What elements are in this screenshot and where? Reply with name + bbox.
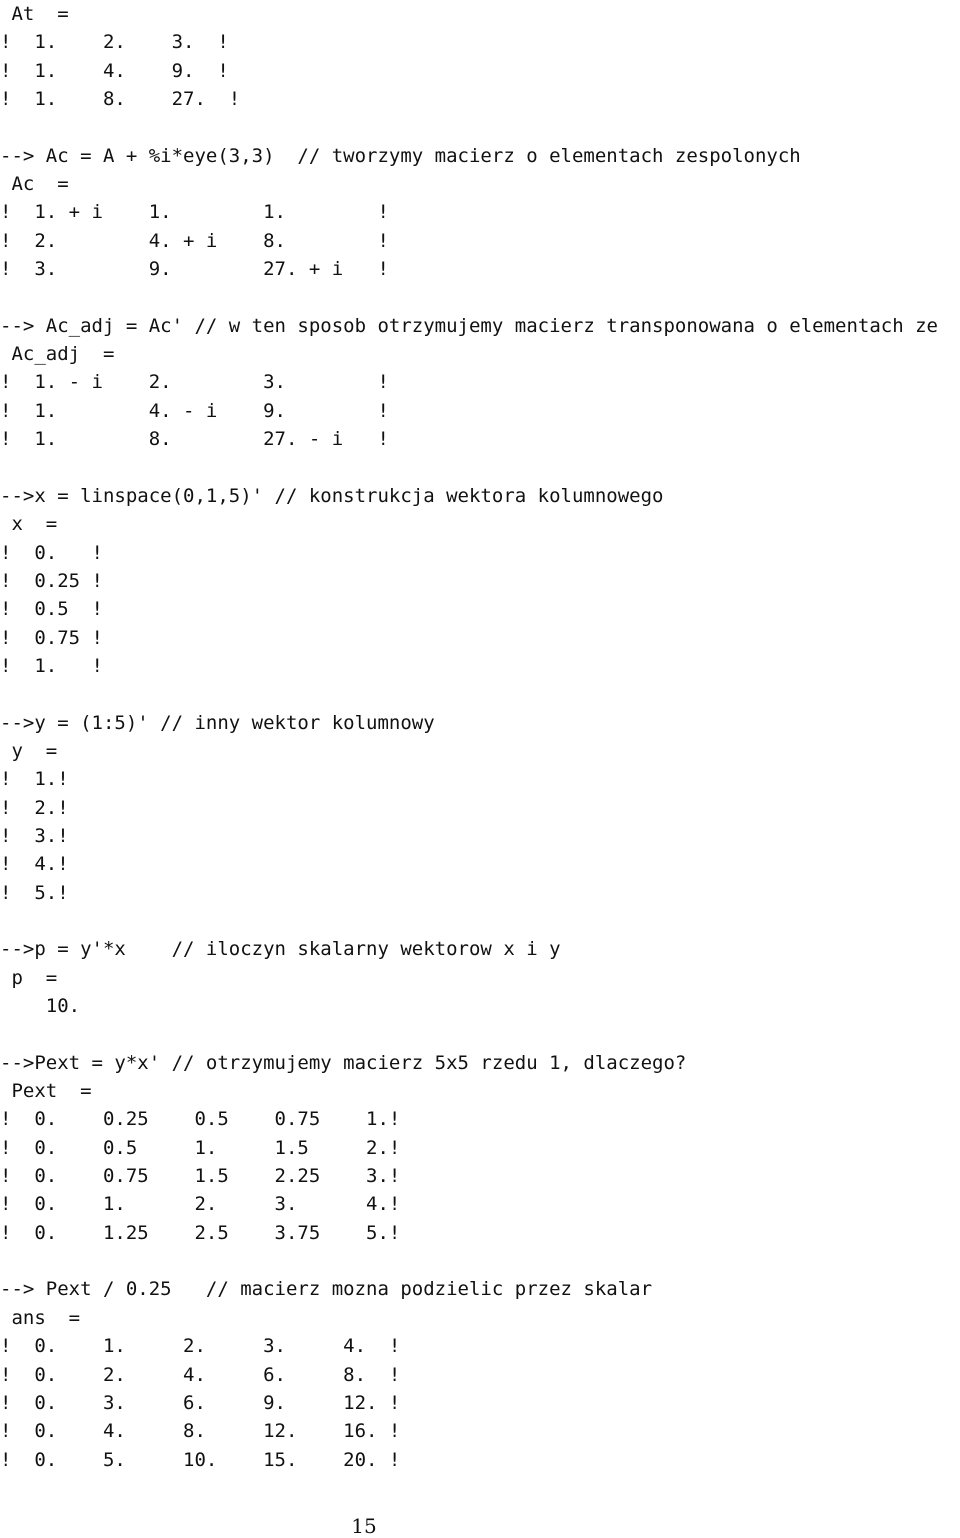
console-line: ! 1. 2. 3. ! <box>0 31 229 54</box>
console-line: ! 0. ! <box>0 541 103 564</box>
console-line: Pext = <box>0 1080 92 1103</box>
console-line: ! 1.! <box>0 768 69 791</box>
page-number <box>0 1514 960 1538</box>
console-line: --> Ac = A + %i*eye(3,3) // tworzymy macierz o elementach zespolonych <box>0 144 801 167</box>
console-line: ! 1. + i 1. 1. ! <box>0 201 389 224</box>
blank-line <box>0 113 960 141</box>
console-line: ! 0. 0.5 1. 1.5 2.! <box>0 1136 401 1159</box>
console-line: ! 0. 2. 4. 6. 8. ! <box>0 1363 401 1386</box>
console-line: --> Ac_adj = Ac' // w ten sposob otrzymujemy macierz transponowana o elementach ze <box>0 314 938 337</box>
blank-line <box>0 1247 960 1275</box>
console-line: ! 0. 5. 10. 15. 20. ! <box>0 1448 401 1471</box>
console-line: ! 5.! <box>0 881 69 904</box>
console-line: ! 0. 1. 2. 3. 4. ! <box>0 1335 401 1358</box>
console-line: ! 2.! <box>0 796 69 819</box>
console-line: ! 0. 0.25 0.5 0.75 1.! <box>0 1108 401 1131</box>
console-line: Ac_adj = <box>0 343 115 366</box>
console-line: ! 0. 3. 6. 9. 12. ! <box>0 1391 401 1414</box>
console-line: -->y = (1:5)' // inny wektor kolumnowy <box>0 711 435 734</box>
console-line: Ac = <box>0 173 69 196</box>
console-line: -->x = linspace(0,1,5)' // konstrukcja wektora kolumnowego <box>0 484 664 507</box>
console-line: ! 1. ! <box>0 654 103 677</box>
blank-line <box>0 907 960 935</box>
console-line: ! 0. 1.25 2.5 3.75 5.! <box>0 1221 401 1244</box>
console-line: ! 0. 0.75 1.5 2.25 3.! <box>0 1165 401 1188</box>
console-line: At = <box>0 3 69 25</box>
console-line: ! 0. 1. 2. 3. 4.! <box>0 1193 401 1216</box>
console-line: p = <box>0 966 58 989</box>
console-line: ! 0.5 ! <box>0 598 103 621</box>
console-line: ! 1. 4. - i 9. ! <box>0 399 389 422</box>
console-line: -->p = y'*x // iloczyn skalarny wektorow x i y <box>0 938 561 961</box>
console-line: ! 2. 4. + i 8. ! <box>0 229 389 252</box>
console-line: ! 1. 8. 27. ! <box>0 88 241 111</box>
console-line: ! 4.! <box>0 853 69 876</box>
console-line: ! 1. 4. 9. ! <box>0 59 229 82</box>
console-line: --> Pext / 0.25 // macierz mozna podzielic przez skalar <box>0 1278 653 1301</box>
blank-line <box>0 283 960 311</box>
console-line: x = <box>0 513 58 536</box>
console-line: ans = <box>0 1306 81 1329</box>
console-line: -->Pext = y*x' // otrzymujemy macierz 5x5 rzedu 1, dlaczego? <box>0 1051 687 1074</box>
console-line: ! 1. 8. 27. - i ! <box>0 428 389 451</box>
console-line: 10. <box>0 995 81 1018</box>
console-line: ! 1. - i 2. 3. ! <box>0 371 389 394</box>
console-line: ! 0.25 ! <box>0 569 103 592</box>
console-line: ! 0. 4. 8. 12. 16. ! <box>0 1420 401 1443</box>
console-line: ! 3.! <box>0 824 69 847</box>
blank-line <box>0 454 960 482</box>
console-line: ! 0.75 ! <box>0 626 103 649</box>
blank-line <box>0 680 960 708</box>
console-line: y = <box>0 739 58 762</box>
console-line: ! 3. 9. 27. + i ! <box>0 258 389 281</box>
page-number-text: 15 <box>351 1514 377 1538</box>
blank-line <box>0 1020 960 1048</box>
